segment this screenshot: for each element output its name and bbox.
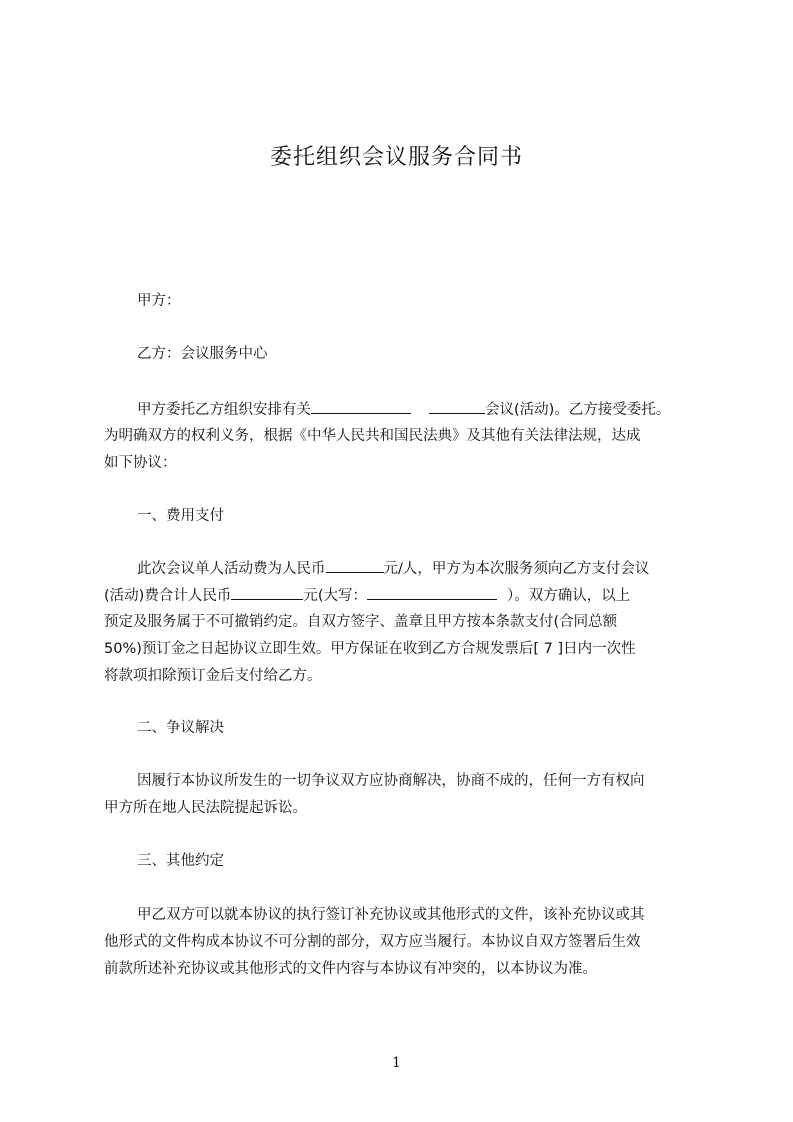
total-fee-blank [231, 585, 303, 600]
fees-line-4: 50%)预订金之日起协议立即生效。甲方保证在收到乙方合规发票后[ 7 ]日内一次性 [104, 641, 636, 657]
section-heading-other: 三、其他约定 [137, 853, 224, 869]
fees-line-1 [137, 558, 649, 579]
dispute-line-2: 甲方所在地人民法院提起诉讼。 [104, 800, 307, 816]
intro-line-3: 如下协议： [104, 455, 177, 471]
fees-text: 此次会议单人活动费为人民币 [137, 561, 326, 577]
fees-text: ）。双方确认，以上 [507, 588, 631, 604]
intro-text: 会议(活动)。乙方接受委托。 [485, 402, 671, 418]
fees-text: 元/人，甲方为本次服务须向乙方支付会议 [383, 561, 650, 577]
dispute-line-1: 因履行本协议所发生的一切争议双方应协商解决，协商不成的，任何一方有权向 [137, 773, 645, 789]
page-number: 1 [392, 1055, 401, 1071]
party-b: 乙方：会议服务中心 [137, 346, 268, 362]
other-line-2: 他形式的文件构成本协议不可分割的部分，双方应当履行。本协议自双方签署后生效 [104, 934, 641, 950]
party-a: 甲方： [137, 293, 181, 309]
intro-line-2: 为明确双方的权利义务，根据《中华人民共和国民法典》及其他有关法律法规，达成 [104, 428, 641, 444]
section-heading-dispute: 二、争议解决 [137, 720, 224, 736]
fees-text: (活动)费合计人民币 [104, 588, 232, 604]
fees-text: 元(大写： [303, 588, 367, 604]
intro-line-1 [137, 399, 670, 420]
unit-fee-blank [326, 558, 384, 573]
intro-text: 甲方委托乙方组织安排有关 [137, 402, 311, 418]
section-heading-fees: 一、费用支付 [137, 508, 224, 524]
fees-line-5: 将款项扣除预订金后支付给乙方。 [104, 668, 322, 684]
other-line-1: 甲乙双方可以就本协议的执行签订补充协议或其他形式的文件，该补充协议或其 [137, 907, 645, 923]
meeting-name-blank [311, 399, 411, 414]
fees-line-3: 预定及服务属于不可撤销约定。自双方签字、盖章且甲方按本条款支付(合同总额 [104, 614, 618, 630]
fees-line-2 [104, 585, 630, 606]
total-fee-words-blank [367, 585, 497, 600]
meeting-name-blank-2 [429, 399, 485, 414]
document-title: 委托组织会议服务合同书 [269, 145, 523, 170]
other-line-3: 前款所述补充协议或其他形式的文件内容与本协议有冲突的，以本协议为准。 [104, 961, 597, 977]
